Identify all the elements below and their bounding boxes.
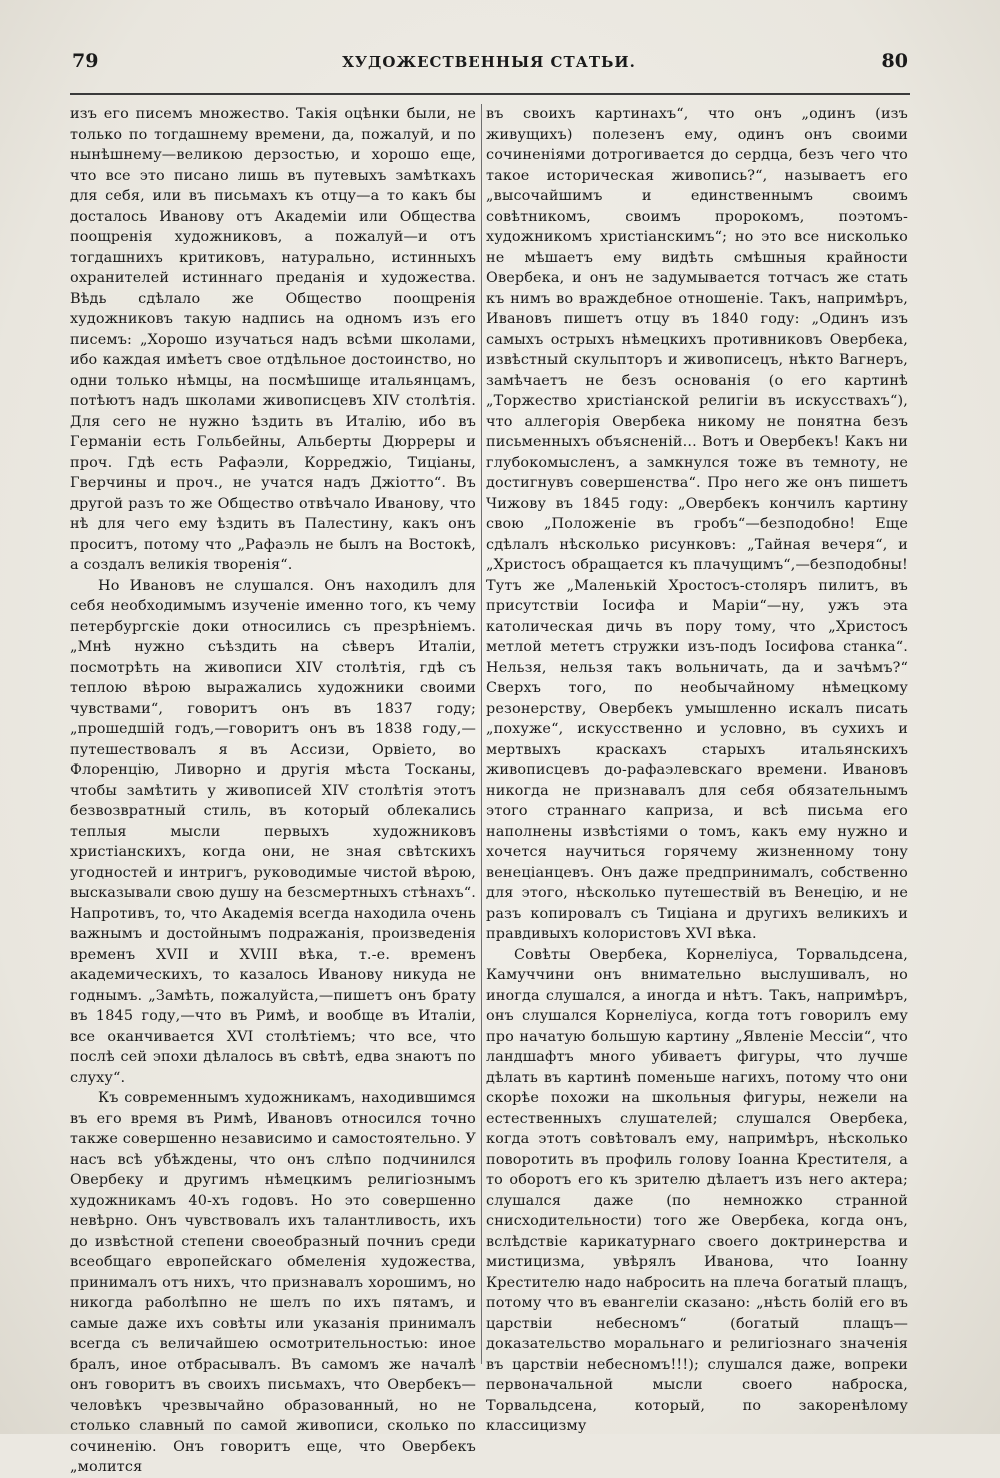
left-column — [70, 104, 476, 1478]
page-number-right: 80 — [881, 50, 908, 72]
paragraph: изъ его писемъ множество. Такія оцѣнки были, не только по тогдашнему времени, да, пожалуй, и по нынѣшнему—великою дерзостью, и хорошо еще, что все это писано лишь въ путевыхъ замѣткахъ для себя, или въ письмахъ къ отцу—а то какъ бы досталось Иванову отъ Академіи или Общества поощренія художниковъ, а пожалуй—и отъ тогдашнихъ критиковъ, натурально, истинныхъ охранителей истиннаго преданія и художества. Вѣдь сдѣлало же Общество поощренія художниковъ такую надпись на одномъ изъ его писемъ: „Хорошо изучаться надъ всѣми школами, ибо каждая имѣетъ свое отдѣльное достоинство, но одни только нѣмцы, на посмѣшище итальянцамъ, потѣютъ надъ школами живописцевъ XIV столѣтія. Для сего не нужно ѣздить въ Италію, ибо въ Германіи есть Гольбейны, Альберты Дюрреры и проч. Гдѣ есть Рафаэли, Корреджіо, Тиціаны, Гверчины и проч., не учатся надъ Джіотто“. Въ другой разъ то же Общество отвѣчало Иванову, что нѣ для чего ему ѣздить въ Палестину, какъ онъ проситъ, потому что „Рафаэль не былъ на Востокѣ, а создалъ великія творенія“. — [70, 106, 476, 573]
header-rule — [70, 93, 910, 95]
page-header — [70, 50, 908, 82]
paragraph: въ своихъ картинахъ“, что онъ „одинъ (изъ живущихъ) полезенъ ему, одинъ онъ своими сочиненіями дотрогивается до сердца, безъ чего что такое историческая живопись?“, называетъ его „высочайшимъ и единственнымъ своимъ совѣтникомъ, своимъ пророкомъ, поэтомъ-художникомъ христіанскимъ“; но это все нисколько не мѣшаетъ ему видѣть смѣшныя крайности Овербека, и онъ не задумывается тотчасъ же стать къ нимъ во враждебное отношеніе. Такъ, напримѣръ, Ивановъ пишетъ отцу въ 1840 году: „Одинъ изъ самыхъ острыхъ нѣмецкихъ противниковъ Овербека, извѣстный скульпторъ и живописецъ, нѣкто Вагнеръ, замѣчаетъ не безъ основанія (о его картинѣ „Торжество христіанской религіи въ искусствахъ“), что аллегорія Овербека никому не понятна безъ письменныхъ объясненій... Вотъ и Овербекъ! Какъ ни глубокомысленъ, а замкнулся тоже въ темноту, не достигнувъ совершенства“. Про него же онъ пишетъ Чижову въ 1845 году: „Овербекъ кончилъ картину свою „Положеніе въ гробъ“—безподобно! Еще сдѣлалъ нѣсколько рисунковъ: „Тайная вечеря“, и „Христосъ обращается къ плачущимъ“,—безподобны! Тутъ же „Маленькій Хростосъ-столяръ пилитъ, въ присутствіи Іосифа и Маріи“—ну, ужъ эта католическая дичь въ пору тому, что „Христосъ метлой мететъ стружки изъ-подъ Іосифова станка“. Нельзя, нельзя такъ вольничать, да и зачѣмъ?“ Сверхъ того, по необычайному нѣмецкому резонерству, Овербекъ умышленно искалъ писать „похуже“, искусственно и условно, въ сухихъ и мертвыхъ краскахъ старыхъ итальянскихъ живописцевъ до-рафаэлевскаго времени. Ивановъ никогда не признавалъ для себя обязательнымъ этого страннаго каприза, и всѣ письма его наполнены извѣстіями о томъ, какъ ему нужно и хочется научиться горячему жизненному тону венеціанцевъ. Онъ даже предпринималъ, собственно для этого, нѣсколько путешествій въ Венецію, и не разъ копировалъ съ Тиціана и другихъ великихъ и правдивыхъ колористовъ XVI вѣка. — [486, 106, 908, 942]
paragraph: Къ современнымъ художникамъ, находившимся въ его время въ Римѣ, Ивановъ относился точно также совершенно независимо и самостоятельно. У насъ всѣ убѣждены, что онъ слѣпо подчинился Овербеку и другимъ нѣмецкимъ религіознымъ художникамъ 40-хъ годовъ. Но это совершенно невѣрно. Онъ чувствовалъ ихъ талантливость, ихъ до извѣстной степени своеобразный почниъ среди всеобщаго европейскаго обмеленія художества, принималъ отъ нихъ, что признавалъ хорошимъ, но никогда раболѣпно не шелъ по ихъ пятамъ, и самые даже ихъ совѣты или указанія принималъ всегда съ величайшею осмотрительностью: иное бралъ, иное отбрасывалъ. Въ самомъ же началѣ онъ говоритъ въ своихъ письмахъ, что Овербекъ—человѣкъ чрезвычайно образованный, но не столько славный по самой живописи, сколько по сочиненію. Онъ говоритъ еще, что Овербекъ „молится — [70, 1090, 476, 1475]
page-number-left: 79 — [72, 50, 99, 72]
paragraph: Совѣты Овербека, Корнеліуса, Торвальдсена, Камуччини онъ внимательно выслушивалъ, но иногда слушался, а иногда и нѣтъ. Такъ, напримѣръ, онъ слушался Корнеліуса, когда тотъ говорилъ ему про начатую большую картину „Явленіе Мессіи“, что ландшафтъ много убиваетъ фигуры, что лучше дѣлать въ картинѣ поменьше нагихъ, потому что они скорѣе похожи на школьныя фигуры, нежели на естественныхъ слушателей; слушался Овербека, когда этотъ совѣтовалъ ему, напримѣръ, нѣсколько поворотить въ профиль голову Іоанна Крестителя, а то оборотъ его къ зрителю дѣлаетъ изъ него актера; слушался даже (по немножко странной снисходительности) того же Овербека, когда онъ, вслѣдствіе карикатурнаго своего доктринерства и мистицизма, увѣрялъ Иванова, что Іоанну Крестителю надо набросить на плеча богатый плащъ, потому что въ евангеліи сказано: „нѣсть болій его въ царствіи небесномъ“ (богатый плащъ—доказательство моральнаго и религіознаго значенія въ царствіи небесномъ!!!); слушался даже, вопреки первоначальной мысли своего наброска, Торвальдсена, который, по закоренѣлому классицизму — [486, 946, 908, 1434]
paragraph: Но Ивановъ не слушался. Онъ находилъ для себя необходимымъ изученіе именно того, къ чему петербургскіе доки относились съ презрѣніемъ. „Мнѣ нужно съѣздить на сѣверъ Италіи, посмотрѣть на живописи XIV столѣтія, гдѣ съ теплою вѣрою выражались художники своими чувствами“, говоритъ онъ въ 1837 году; „прошедшій годъ,—говоритъ онъ въ 1838 году,—путешествовалъ я въ Ассизи, Орвіето, во Флоренцію, Ливорно и другія мѣста Тосканы, чтобы замѣтить у живописей XIV столѣтія этотъ безвозвратный стиль, въ который облекались теплыя мысли первыхъ художниковъ христіанскихъ, когда они, не зная свѣтскихъ угодностей и интригъ, руководимые чистой вѣрою, высказывали свою душу на безсмертныхъ стѣнахъ“. Напротивъ, то, что Академія всегда находила очень важнымъ и достойнымъ подражанія, произведенія временъ XVII и XVIII вѣка, т.-е. временъ академическихъ, то казалось Иванову никуда не годнымъ. „Замѣть, пожалуйста,—пишетъ онъ брату въ 1845 году,—что въ Римѣ, и вообще въ Италіи, все оканчивается XVI столѣтіемъ; что все, что послѣ сей эпохи дѣлалось въ свѣтѣ, едва знаютъ по слуху“. — [70, 577, 476, 1086]
right-column — [486, 104, 908, 1437]
running-title: ХУДОЖЕСТВЕННЫЯ СТАТЬИ. — [342, 53, 636, 71]
column-divider — [481, 104, 482, 1364]
